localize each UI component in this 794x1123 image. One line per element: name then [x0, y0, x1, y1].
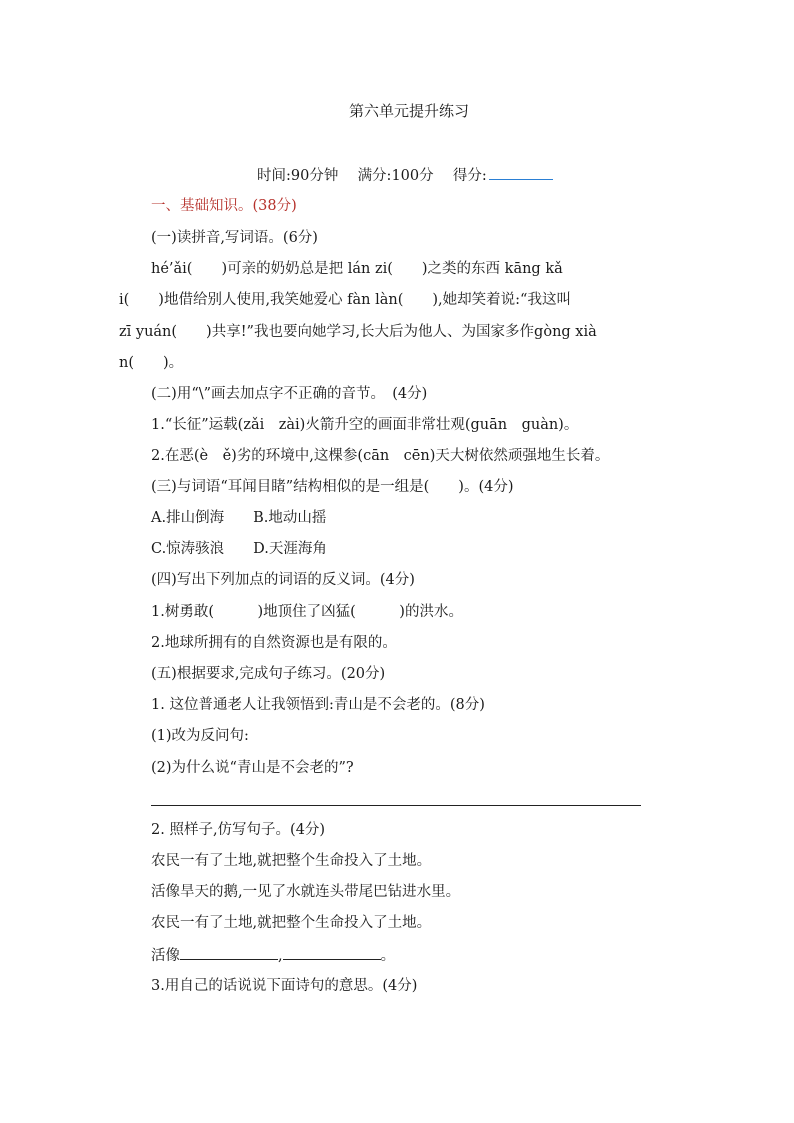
- fill-blank-2[interactable]: [283, 945, 381, 960]
- question-4-item-1: 1.树勇敢( )地顶住了凶猛( )的洪水。: [151, 604, 463, 620]
- question-5-item-3: 3.用自己的话说说下面诗句的意思。(4分): [151, 978, 418, 994]
- example-sentence-3: 农民一有了土地,就把整个生命投入了土地。: [151, 915, 432, 931]
- question-2-item-1: 1.“长征”运载(zǎi zài)火箭升空的画面非常壮观(guān guàn)。: [151, 417, 579, 433]
- score-label: 得分:: [452, 168, 487, 184]
- question-1-line-3: zī yuán( )共享!”我也要向她学习,长大后为他人、为国家多作gòng xià: [119, 324, 597, 340]
- question-5-item-2: 2. 照样子,仿写句子。(4分): [151, 822, 326, 838]
- exam-info: [257, 165, 553, 186]
- score-blank[interactable]: [489, 165, 553, 180]
- question-1-label: (一)读拼音,写词语。(6分): [151, 230, 318, 246]
- full-score: 满分:100分: [357, 168, 434, 184]
- time-limit: 时间:90分钟: [257, 168, 339, 184]
- example-sentence-1: 农民一有了土地,就把整个生命投入了土地。: [151, 853, 432, 869]
- question-2-item-2: 2.在恶(è ě)劣的环境中,这棵参(cān cēn)天大树依然顽强地生长着。: [151, 448, 610, 464]
- section-heading: 一、基础知识。(38分): [151, 198, 297, 214]
- question-4-label: (四)写出下列加点的词语的反义词。(4分): [151, 572, 415, 588]
- question-5-sub-2: (2)为什么说“青山是不会老的”?: [151, 760, 354, 776]
- question-5-sub-1: (1)改为反问句:: [151, 728, 249, 744]
- answer-line[interactable]: [151, 805, 641, 806]
- question-3-label: (三)与词语“耳闻目睹”结构相似的是一组是( )。(4分): [151, 479, 514, 495]
- fill-prefix: 活像: [151, 948, 180, 964]
- question-5-item-1: 1. 这位普通老人让我领悟到:青山是不会老的。(8分): [151, 697, 485, 713]
- fill-end: 。: [380, 948, 396, 964]
- question-1-line-1: hé’ǎi( )可亲的奶奶总是把 lán zi( )之类的东西 kāng kǎ: [151, 261, 563, 277]
- question-3-options-ab: A.排山倒海 B.地动山摇: [151, 510, 327, 526]
- question-1-line-4: n( )。: [119, 355, 184, 371]
- example-sentence-2: 活像旱天的鹅,一见了水就连头带尾巴钻进水里。: [151, 884, 461, 900]
- imitation-fill-line: [151, 945, 395, 966]
- fill-comma: ,: [278, 948, 283, 964]
- question-4-item-2: 2.地球所拥有的自然资源也是有限的。: [151, 635, 397, 651]
- page-title: 第六单元提升练习: [349, 102, 470, 120]
- question-2-label: (二)用“\”画去加点字不正确的音节。 (4分): [151, 386, 428, 402]
- fill-blank-1[interactable]: [180, 945, 278, 960]
- question-3-options-cd: C.惊涛骇浪 D.天涯海角: [151, 541, 327, 557]
- question-1-line-2: i( )地借给别人使用,我笑她爱心 fàn làn( ),她却笑着说:“我这叫: [119, 292, 571, 308]
- question-5-label: (五)根据要求,完成句子练习。(20分): [151, 666, 386, 682]
